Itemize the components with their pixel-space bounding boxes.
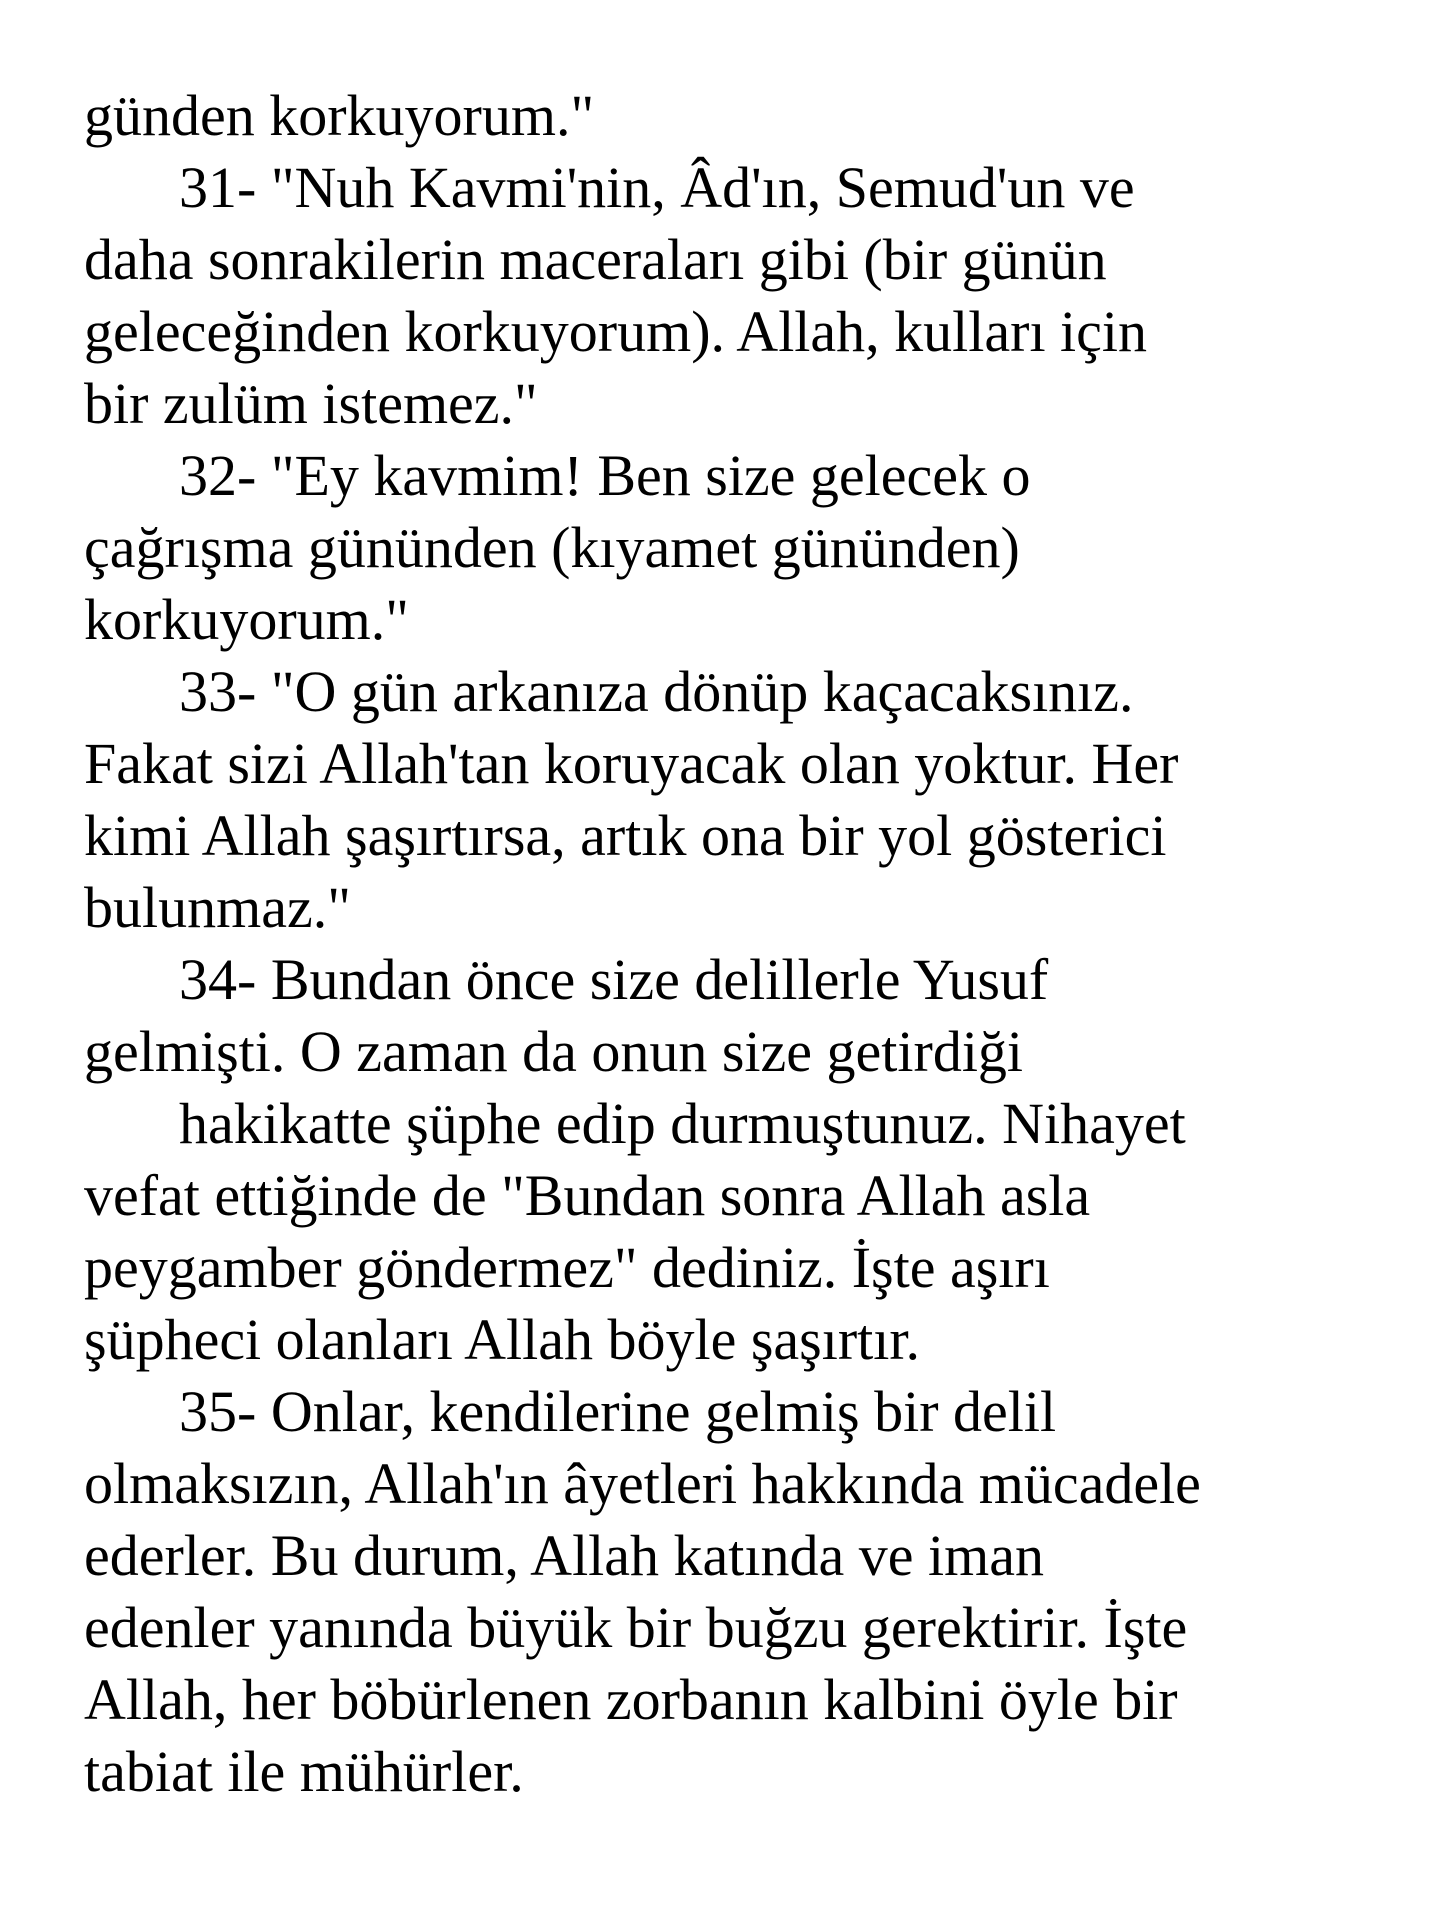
text-line: ederler. Bu durum, Allah katında ve iman: [84, 1523, 1044, 1588]
text-line: çağrışma gününden (kıyamet gününden): [84, 515, 1020, 580]
text-line: Fakat sizi Allah'tan koruyacak olan yoktur. Her: [84, 731, 1179, 796]
text-line: Allah, her böbürlenen zorbanın kalbini öyle bir: [84, 1667, 1178, 1732]
text-line: peygamber göndermez" dediniz. İşte aşırı: [84, 1235, 1050, 1300]
text-line: 31- "Nuh Kavmi'nin, Âd'ın, Semud'un ve: [179, 155, 1135, 220]
text-line: bulunmaz.": [84, 875, 351, 940]
text-line: geleceğinden korkuyorum). Allah, kulları için: [84, 299, 1148, 364]
text-line: 32- "Ey kavmim! Ben size gelecek o: [179, 443, 1031, 508]
text-line: daha sonrakilerin maceraları gibi (bir günün: [84, 227, 1107, 292]
text-line: şüpheci olanları Allah böyle şaşırtır.: [84, 1307, 920, 1372]
text-line: tabiat ile mühürler.: [84, 1739, 524, 1804]
text-line: 34- Bundan önce size delillerle Yusuf: [179, 947, 1049, 1012]
text-line: edenler yanında büyük bir buğzu gerektirir. İşte: [84, 1595, 1188, 1660]
text-line: hakikatte şüphe edip durmuştunuz. Nihayet: [179, 1091, 1186, 1156]
body-text: [84, 80, 1384, 1808]
text-line: bir zulüm istemez.": [84, 371, 538, 436]
text-line: günden korkuyorum.": [84, 83, 595, 148]
text-line: gelmişti. O zaman da onun size getirdiği: [84, 1019, 1024, 1084]
text-line: korkuyorum.": [84, 587, 409, 652]
text-line: 33- "O gün arkanıza dönüp kaçacaksınız.: [179, 659, 1134, 724]
text-line: vefat ettiğinde de "Bundan sonra Allah asla: [84, 1163, 1091, 1228]
text-line: 35- Onlar, kendilerine gelmiş bir delil: [179, 1379, 1057, 1444]
text-line: kimi Allah şaşırtırsa, artık ona bir yol gösterici: [84, 803, 1167, 868]
text-line: olmaksızın, Allah'ın âyetleri hakkında mücadele: [84, 1451, 1201, 1516]
